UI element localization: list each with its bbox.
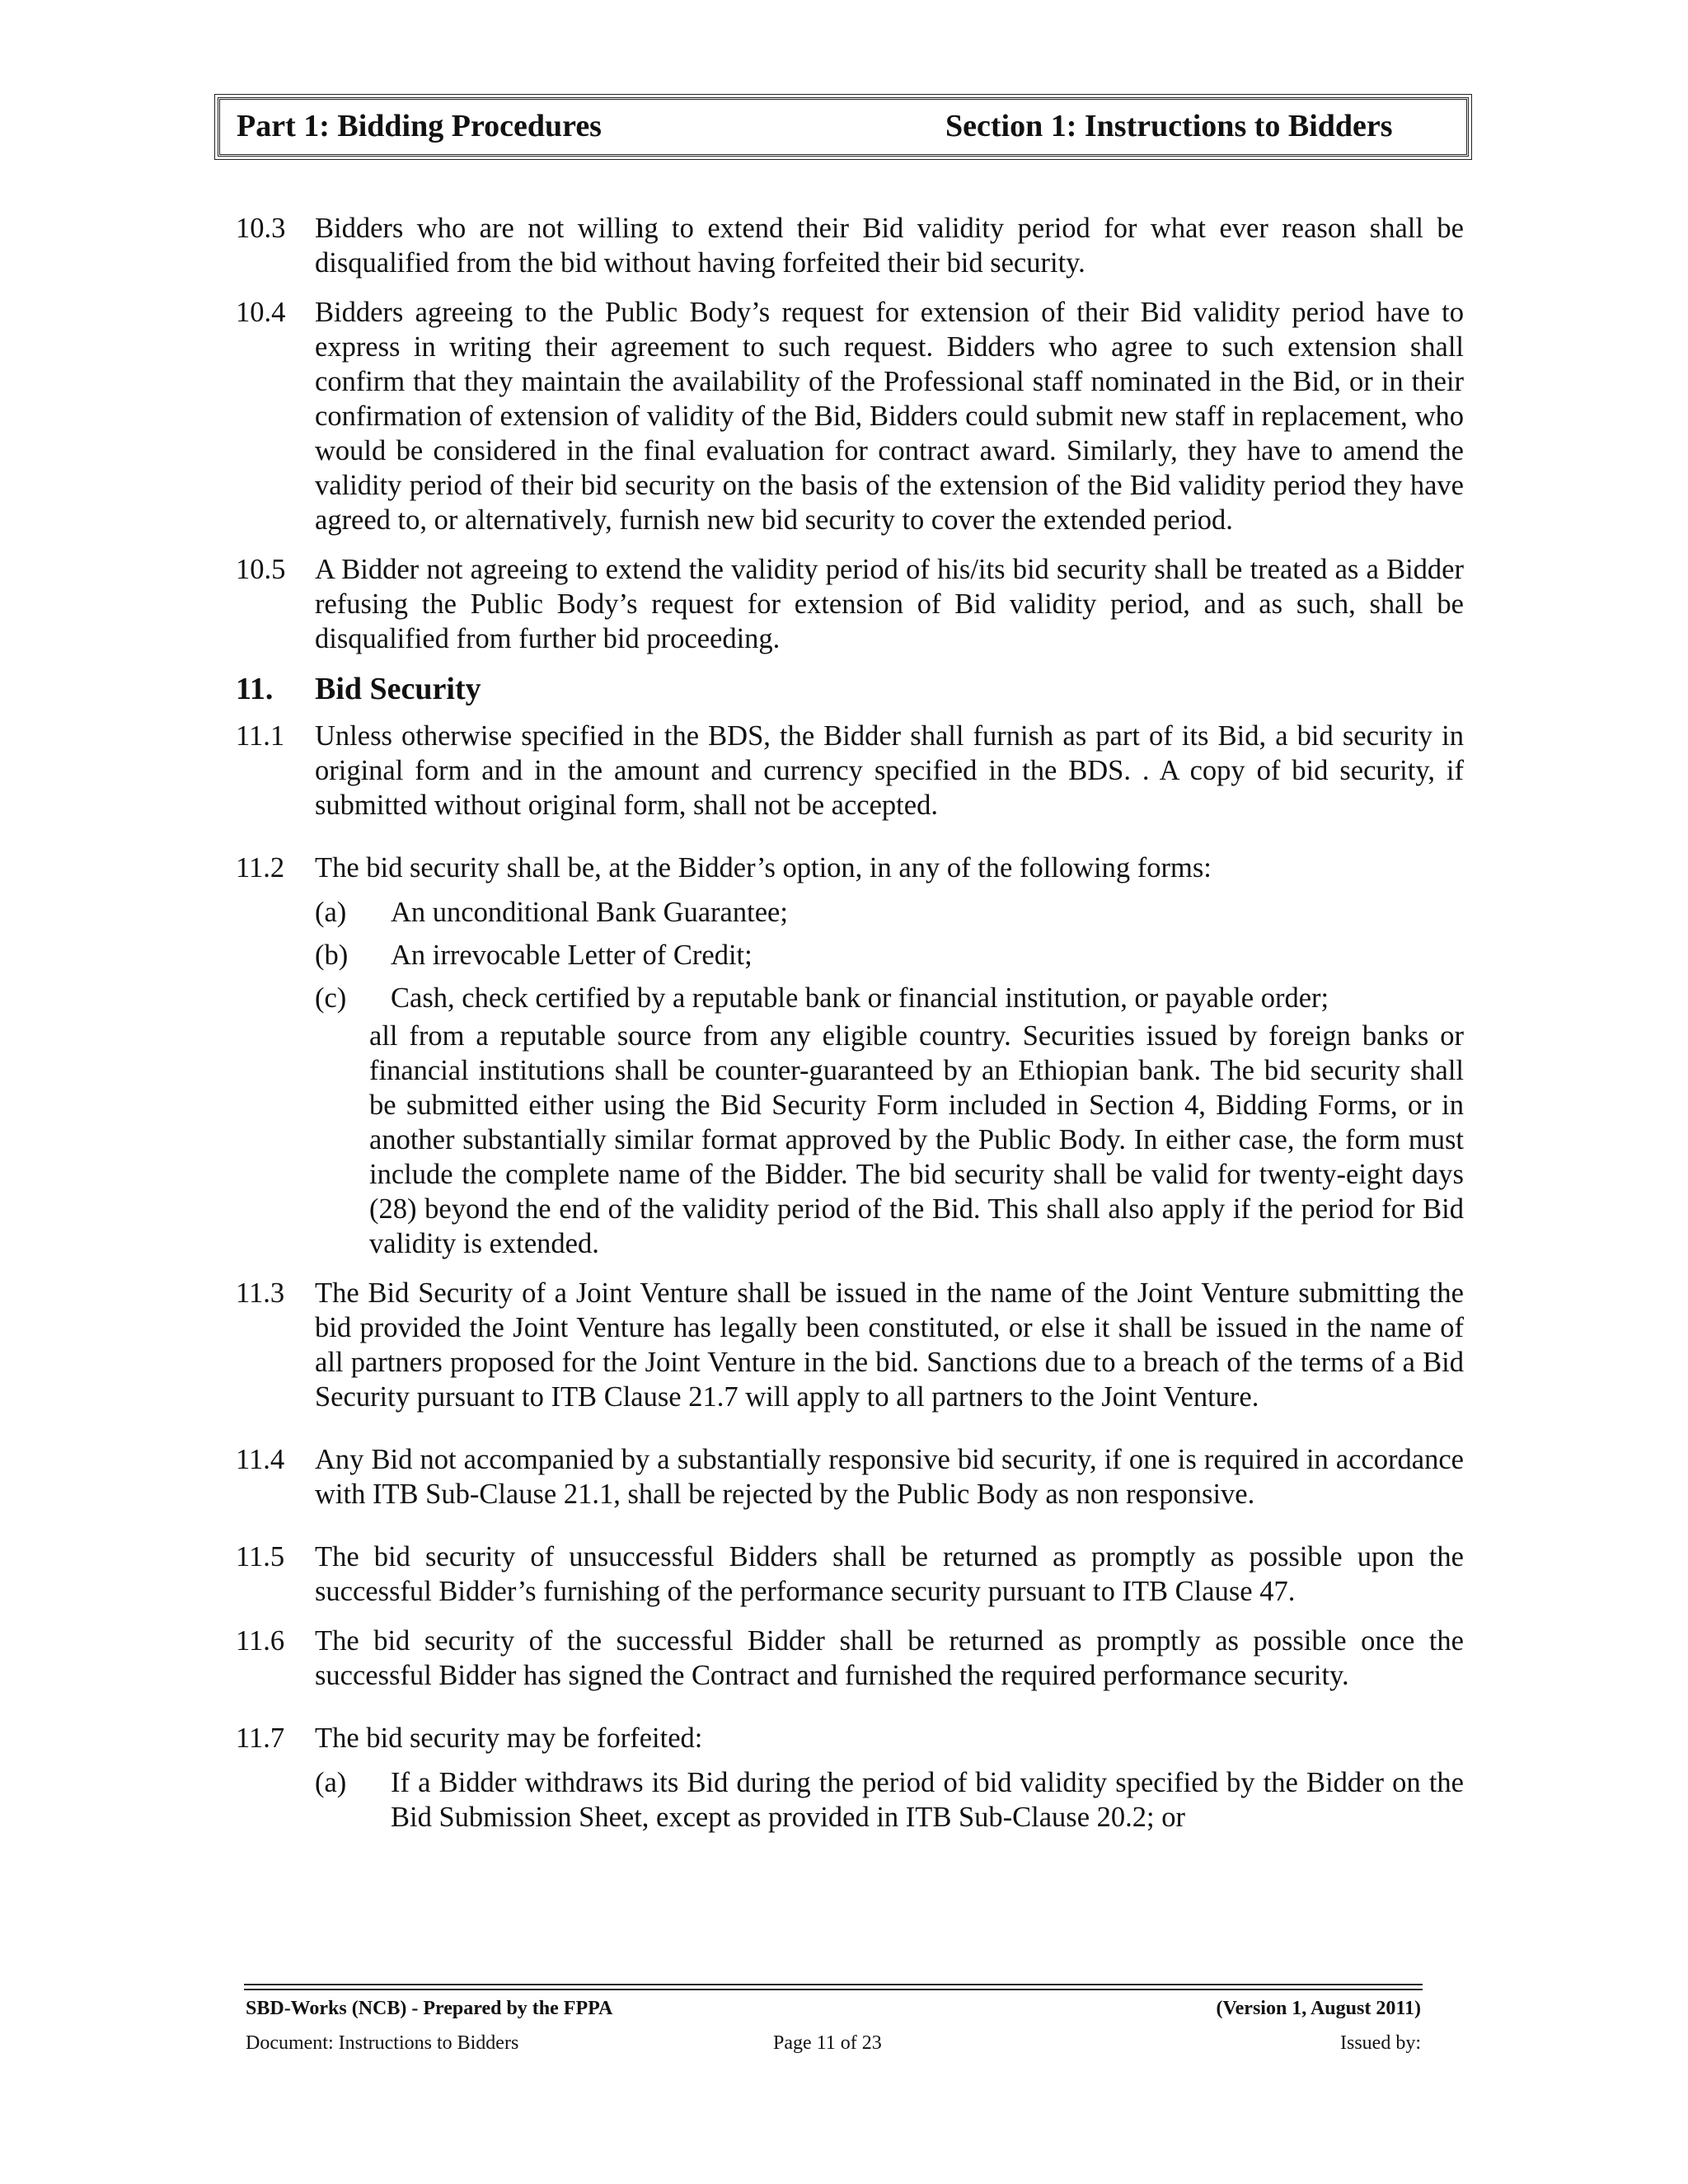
clause-text: The bid security shall be, at the Bidder’s option, in any of the following forms:	[315, 852, 1212, 883]
clause-11-2	[236, 851, 1464, 885]
clause-text: The bid security may be forfeited:	[315, 1722, 703, 1754]
page-header	[218, 97, 1469, 157]
clause-11-6	[236, 1624, 1464, 1693]
footer-document-name: Document: Instructions to Bidders	[246, 2032, 519, 2054]
list-item-text: If a Bidder withdraws its Bid during the period of bid validity specified by the Bidder on the Bid Submission Sheet, except as provided in ITB Sub-Clause 20.2; or	[391, 1767, 1464, 1833]
clause-10-5	[236, 552, 1464, 656]
document-body	[236, 211, 1464, 1843]
clause-11-7	[236, 1721, 1464, 1755]
clause-number: 10.5	[236, 554, 286, 585]
section-heading-bid-security	[236, 671, 1464, 707]
list-item	[315, 895, 1464, 930]
footer-row-top	[246, 1998, 1421, 2027]
heading-text: Bid Security	[315, 672, 481, 706]
list-item-text: An unconditional Bank Guarantee;	[391, 897, 788, 928]
clause-number: 11.7	[236, 1722, 285, 1754]
header-section-title: Section 1: Instructions to Bidders	[945, 109, 1393, 143]
list-item-text: Cash, check certified by a reputable bank or financial institution, or payable order;	[391, 982, 1329, 1014]
footer-row-bottom	[246, 2032, 1421, 2062]
list-item-label: (a)	[315, 1767, 347, 1798]
list-item-label: (c)	[315, 982, 347, 1014]
clause-number: 11.3	[236, 1277, 285, 1309]
clause-11-5	[236, 1540, 1464, 1609]
heading-number: 11.	[236, 672, 274, 706]
list-item	[315, 981, 1464, 1015]
list-item-label: (a)	[315, 897, 347, 928]
list-item	[315, 1765, 1464, 1835]
footer-issued-by: Issued by:	[1340, 2032, 1421, 2054]
clause-text: The Bid Security of a Joint Venture shall be issued in the name of the Joint Venture submitting the bid provided the Joint Venture has legally been constituted, or else it shall be issued in the name of all partners proposed for the Joint Venture in the bid. Sanctions due to a breach of the terms of a Bid Security pursuant to ITB Clause 21.7 will apply to all partners to the Joint Venture.	[315, 1277, 1464, 1413]
footer-version: (Version 1, August 2011)	[1216, 1998, 1421, 2019]
footer-page-number: Page 11 of 23	[773, 2032, 882, 2054]
clause-text: The bid security of the successful Bidder shall be returned as promptly as possible once the successful Bidder has signed the Contract and furnished the required performance security.	[315, 1625, 1464, 1691]
clause-11-3	[236, 1276, 1464, 1414]
list-item	[315, 938, 1464, 972]
clause-10-4	[236, 295, 1464, 537]
clause-number: 10.4	[236, 297, 286, 328]
clause-text: Unless otherwise specified in the BDS, the Bidder shall furnish as part of its Bid, a bid security in original form and in the amount and currency specified in the BDS. . A copy of bid security, if submitted without original form, shall not be accepted.	[315, 720, 1464, 821]
clause-text: Bidders agreeing to the Public Body’s request for extension of their Bid validity period have to express in writing their agreement to such request. Bidders who agree to such extension shall confirm that they maintain the availability of the Professional staff nominated in the Bid, or in their confirmation of extension of validity of the Bid, Bidders could submit new staff in replacement, who would be considered in the final evaluation for contract award. Similarly, they have to amend the validity period of their bid security on the basis of the extension of the Bid validity period they have agreed to, or alternatively, furnish new bid security to cover the extended period.	[315, 297, 1464, 536]
footer-divider	[244, 1984, 1423, 1985]
clause-number: 11.5	[236, 1541, 285, 1572]
clause-number: 11.6	[236, 1625, 285, 1657]
clause-number: 11.4	[236, 1444, 285, 1475]
footer-prepared-by: SBD-Works (NCB) - Prepared by the FPPA	[246, 1998, 613, 2019]
clause-text: Bidders who are not willing to extend their Bid validity period for what ever reason shall be disqualified from the bid without having forfeited their bid security.	[315, 213, 1464, 279]
list-item-text: An irrevocable Letter of Credit;	[391, 940, 753, 971]
footer-divider	[244, 1989, 1423, 1990]
clause-10-3	[236, 211, 1464, 280]
clause-number: 11.1	[236, 720, 285, 752]
clause-text: The bid security of unsuccessful Bidders shall be returned as promptly as possible upon the successful Bidder’s furnishing of the performance security pursuant to ITB Clause 47.	[315, 1541, 1464, 1607]
clause-number: 11.2	[236, 852, 285, 883]
clause-text: A Bidder not agreeing to extend the validity period of his/its bid security shall be treated as a Bidder refusing the Public Body’s request for extension of Bid validity period, and as such, shall be disqualified from further bid proceeding.	[315, 554, 1464, 654]
clause-text: Any Bid not accompanied by a substantially responsive bid security, if one is required in accordance with ITB Sub-Clause 21.1, shall be rejected by the Public Body as non responsive.	[315, 1444, 1464, 1510]
page-footer	[246, 1998, 1421, 2062]
clause-11-4	[236, 1442, 1464, 1511]
list-item-label: (b)	[315, 940, 349, 971]
header-part-title: Part 1: Bidding Procedures	[237, 109, 602, 143]
clause-11-1	[236, 719, 1464, 823]
clause-number: 10.3	[236, 213, 286, 244]
clause-11-2-continuation: all from a reputable source from any eligible country. Securities issued by foreign banks or financial institutions shall be counter-guaranteed by an Ethiopian bank. The bid security shall be submitted either using the Bid Security Form included in Section 4, Bidding Forms, or in another substantially similar format approved by the Public Body. In either case, the form must include the complete name of the Bidder. The bid security shall be valid for twenty-eight days (28) beyond the end of the validity period of the Bid. This shall also apply if the period for Bid validity is extended.	[369, 1020, 1464, 1259]
